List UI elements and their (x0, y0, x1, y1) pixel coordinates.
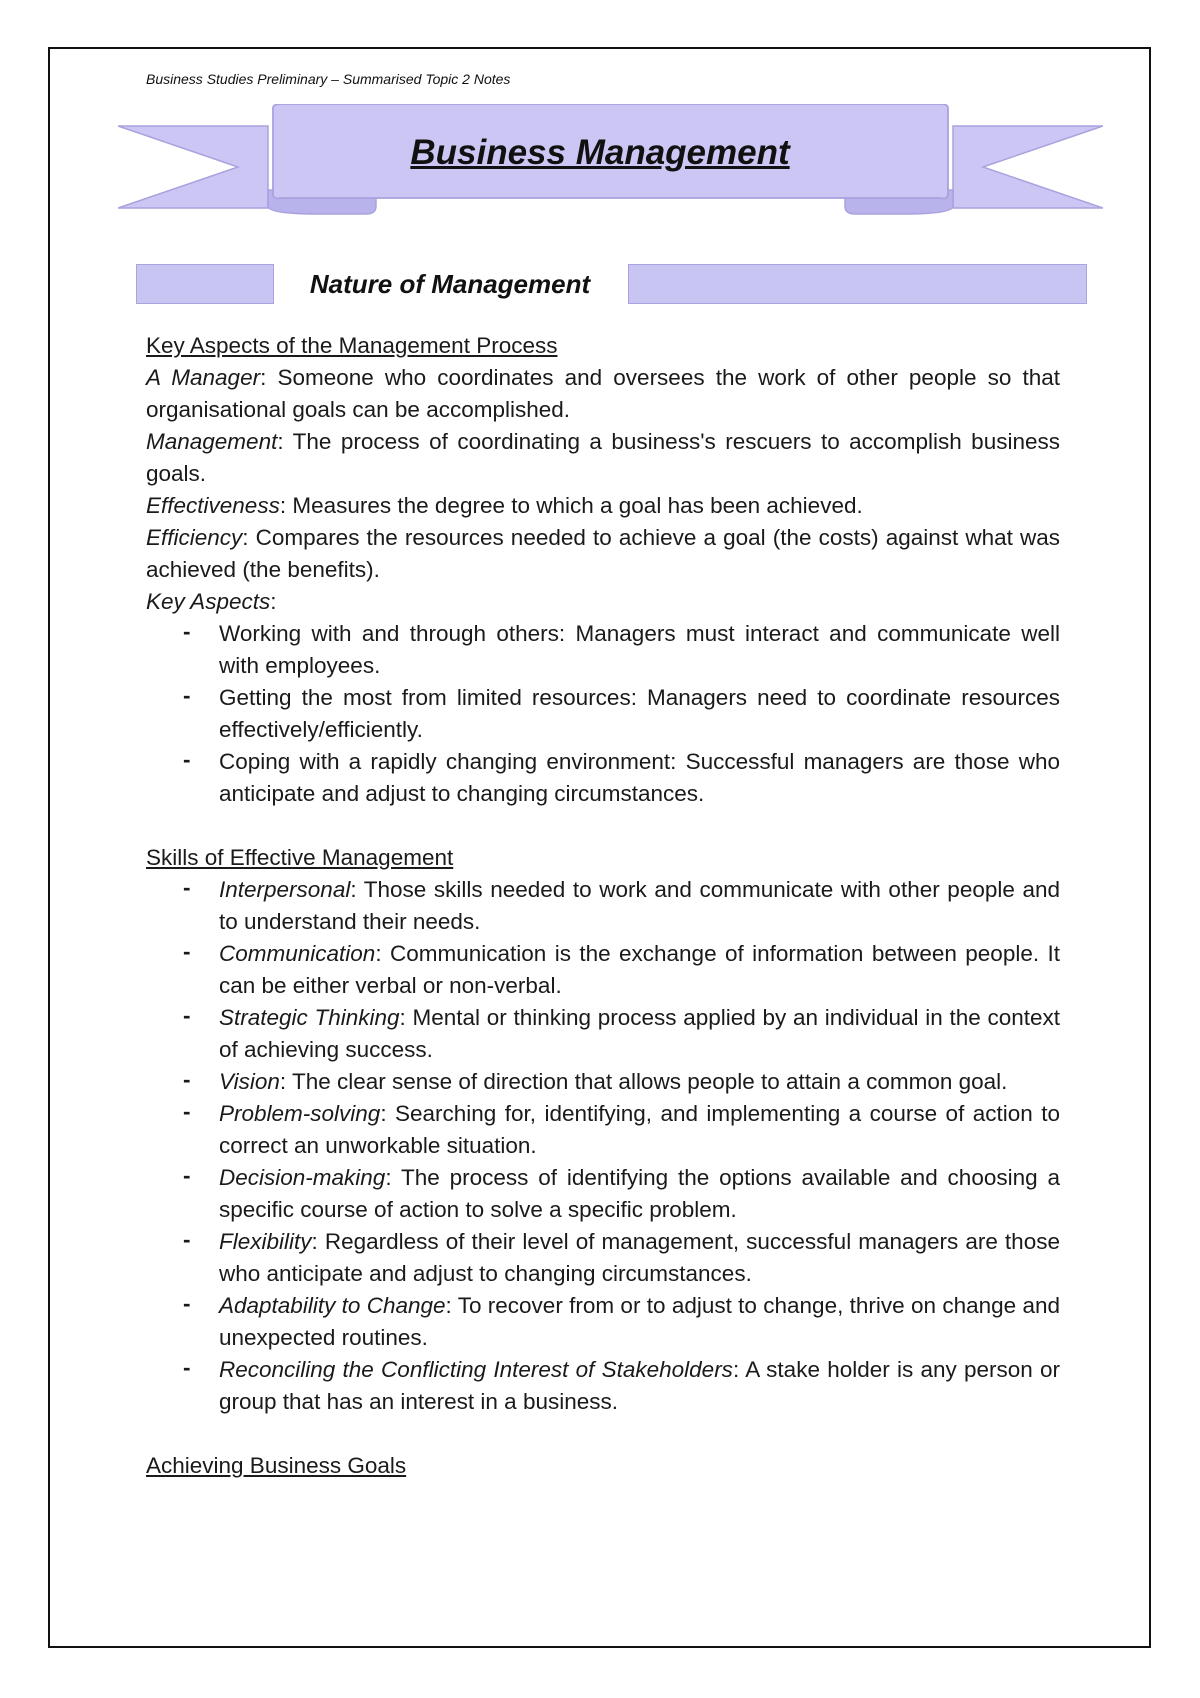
separator: : (445, 1293, 458, 1318)
list-item (146, 1226, 1060, 1290)
dash-bullet: - (183, 1291, 191, 1316)
term: Efficiency (146, 525, 243, 550)
separator: : (399, 1005, 413, 1030)
page-title: Business Management (410, 133, 790, 172)
list-item-text: Getting the most from limited resources: Managers need to coordinate resources effectively/efficiently. (219, 685, 1060, 742)
separator: : (380, 1101, 395, 1126)
separator: : (270, 589, 277, 614)
heading-key-aspects: Key Aspects of the Management Process (146, 333, 558, 358)
separator: : (260, 365, 278, 390)
separator: : (311, 1229, 325, 1254)
separator: : (350, 877, 364, 902)
definition-effectiveness (146, 490, 1060, 522)
document-content (146, 330, 1060, 1482)
separator: : (242, 525, 256, 550)
list-item (146, 1066, 1060, 1098)
skills-list (146, 874, 1060, 1418)
dash-bullet: - (183, 875, 191, 900)
separator: : (279, 1069, 292, 1094)
term: Strategic Thinking (219, 1005, 400, 1030)
dash-bullet: - (183, 1099, 191, 1124)
dash-bullet: - (183, 1355, 191, 1380)
running-header: Business Studies Preliminary – Summarised Topic 2 Notes (146, 71, 511, 87)
list-item (146, 1354, 1060, 1418)
term: Flexibility (219, 1229, 312, 1254)
term: Interpersonal (219, 877, 351, 902)
dash-bullet: - (183, 1227, 191, 1252)
list-item-text: Coping with a rapidly changing environment: Successful managers are those who anticipate and adjust to changing circumstances. (219, 749, 1060, 806)
term: Decision-making (219, 1165, 386, 1190)
term: A Manager (146, 365, 261, 390)
list-item-text: To recover from or to adjust to change, thrive on change and unexpected routines. (219, 1293, 1060, 1350)
separator: : (385, 1165, 401, 1190)
term: Problem-solving (219, 1101, 381, 1126)
section-bar-right (628, 264, 1087, 304)
definition-manager (146, 362, 1060, 426)
term: Reconciling the Conflicting Interest of Stakeholders (219, 1357, 733, 1382)
definition-text: The process of coordinating a business's rescuers to accomplish business goals. (146, 429, 1060, 486)
separator: : (277, 429, 293, 454)
list-item (146, 682, 1060, 746)
list-item-text: A stake holder is any person or group that has an interest in a business. (219, 1357, 1060, 1414)
ribbon-right-tail (953, 126, 1103, 208)
heading-skills: Skills of Effective Management (146, 845, 454, 870)
term: Management (146, 429, 278, 454)
separator: : (732, 1357, 746, 1382)
dash-bullet: - (183, 1163, 191, 1188)
list-item-text: Working with and through others: Managers must interact and communicate well with employees. (219, 621, 1060, 678)
definition-efficiency (146, 522, 1060, 586)
ribbon-left-tail (118, 126, 268, 208)
definition-management (146, 426, 1060, 490)
list-item (146, 618, 1060, 682)
list-item (146, 1162, 1060, 1226)
definition-text: Someone who coordinates and oversees the work of other people so that organisational goals can be accomplished. (146, 365, 1060, 422)
list-item-text: Regardless of their level of management, successful managers are those who anticipate and adjust to changing circumstances. (219, 1229, 1060, 1286)
term: Vision (219, 1069, 280, 1094)
dash-bullet: - (183, 939, 191, 964)
list-item (146, 1098, 1060, 1162)
dash-bullet: - (183, 747, 191, 772)
list-item (146, 938, 1060, 1002)
separator: : (279, 493, 293, 518)
key-aspects-list (146, 618, 1060, 810)
list-item-text: Mental or thinking process applied by an individual in the context of achieving success. (219, 1005, 1060, 1062)
separator: : (375, 941, 390, 966)
definition-text: Measures the degree to which a goal has been achieved. (292, 493, 863, 518)
heading-achieving-goals: Achieving Business Goals (146, 1453, 407, 1478)
list-item (146, 746, 1060, 810)
list-item-text: Communication is the exchange of information between people. It can be either verbal or non-verbal. (219, 941, 1060, 998)
list-item-text: The clear sense of direction that allows people to attain a common goal. (292, 1069, 1008, 1094)
definition-text: Compares the resources needed to achieve a goal (the costs) against what was achieved (the benefits). (146, 525, 1060, 582)
list-item (146, 1290, 1060, 1354)
term: Adaptability to Change (219, 1293, 446, 1318)
list-item-text: The process of identifying the options available and choosing a specific course of action to solve a specific problem. (219, 1165, 1060, 1222)
list-item-text: Those skills needed to work and communicate with other people and to understand their needs. (219, 877, 1060, 934)
dash-bullet: - (183, 683, 191, 708)
section-title: Nature of Management (309, 269, 591, 299)
key-aspects-label (146, 586, 1060, 618)
dash-bullet: - (183, 619, 191, 644)
term: Communication (219, 941, 376, 966)
term: Key Aspects (146, 589, 271, 614)
section-bar-left (136, 264, 274, 304)
list-item-text: Searching for, identifying, and implementing a course of action to correct an unworkable situation. (219, 1101, 1060, 1158)
list-item (146, 1002, 1060, 1066)
dash-bullet: - (183, 1067, 191, 1092)
term: Effectiveness (146, 493, 280, 518)
spacer (146, 1418, 1060, 1450)
list-item (146, 874, 1060, 938)
dash-bullet: - (183, 1003, 191, 1028)
spacer (146, 810, 1060, 842)
